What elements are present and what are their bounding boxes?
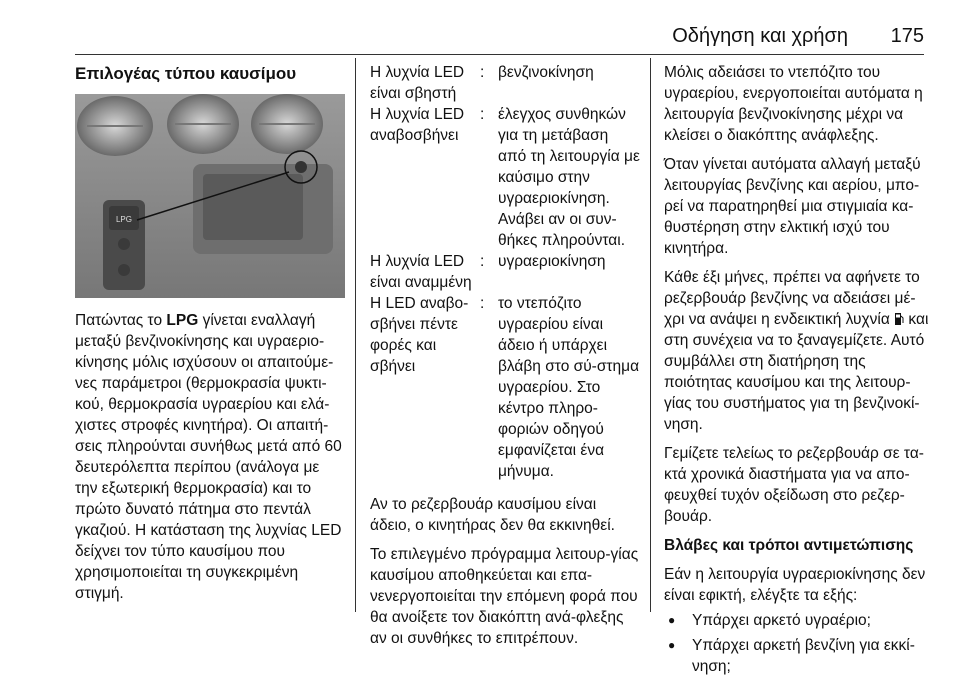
led-state: Η LED αναβο-σβήνει πέντε φορές και σβήνει [370, 295, 469, 375]
separator: : [480, 295, 485, 312]
delay-note: Όταν γίνεται αυτόματα αλλαγή μεταξύ λειτουργίας βενζίνης και αερίου, μπο-ρεί να παρατηρηθεί μια στιγμιαία κα-θυστέρηση στην ελκτική ισχύ του κινητήρα. [664, 156, 921, 257]
lpg-button-label: LPG [115, 215, 133, 224]
led-status-row [370, 104, 640, 251]
fuel-pump-icon [894, 312, 904, 326]
column-left [75, 62, 345, 612]
dashboard-photo [75, 94, 345, 298]
separator: : [480, 64, 485, 81]
refill-note: Γεμίζετε τελείως το ρεζερβουάρ σε τα-κτά χρονικά διαστήματα για να απο-φευχθεί τυχόν οξείδωση στο ρεζερ-βουάρ. [664, 445, 924, 525]
header-rule [75, 54, 924, 55]
empty-tank-note: Αν το ρεζερβουάρ καυσίμου είναι άδειο, ο κινητήρας δεν θα εκκινηθεί. [370, 496, 615, 534]
dashboard-illustration [75, 94, 345, 298]
check-list [664, 610, 930, 677]
troubleshooting-intro: Εάν η λειτουργία υγραεριοκίνησης δεν είναι εφικτή, ελέγξτε τα εξής: [664, 566, 926, 604]
led-meaning: βενζινοκίνηση [498, 64, 594, 81]
led-status-row [370, 251, 640, 293]
separator: : [480, 106, 485, 123]
led-state: Η λυχνία LED είναι αναμμένη [370, 253, 472, 291]
led-meaning: το ντεπόζιτο υγραερίου είναι άδειο ή υπάρχει βλάβη στο σύ-στημα υγραερίου. Στο κέντρο πληρο-φοριών οδηγού εμφανίζεται ένα μήνυμα. [498, 295, 640, 480]
selector-description: Πατώντας το LPG γίνεται εναλλαγή μεταξύ βενζινοκίνησης και υγραεριο-κίνησης μόλις ισχύσουν οι απαιτούμε-νες παράμετροι (θερμοκρασία ψυκτι-κού, θερμοκρασία υγραερίου και ελά-χιστες στροφές κινητήρα). Οι απαιτή-σεις πληρούνται συνήθως μετά από 60 δευτερόλεπτα περίπου (ανάλογα με την εξωτερική θερμοκρασία) και το πρώτο δυνατό πάτημα στο πεντάλ γκαζιού. Η κατάσταση της λυχνίας LED δείχνει τον τύπο καυσίμου που χρησιμοποιείται τη συγκεκριμένη στιγμή. [75, 312, 342, 602]
led-state: Η λυχνία LED είναι σβηστή [370, 64, 465, 102]
page-number: 175 [890, 25, 924, 47]
column-middle [370, 62, 640, 657]
page-title: Οδήγηση και χρήση [672, 25, 848, 47]
led-state: Η λυχνία LED αναβοσβήνει [370, 106, 465, 144]
auto-switch-note: Μόλις αδειάσει το ντεπόζιτο του υγραερίου, ενεργοποιείται αυτόματα η λειτουργία βενζινοκίνησης μέχρι να κλείσει ο διακόπτης ανάφλεξης. [664, 64, 923, 144]
column-divider [355, 58, 356, 612]
list-item: ● Υπάρχει αρκετή βενζίνη για εκκί-νηση; [664, 635, 930, 677]
troubleshooting-heading: Βλάβες και τρόποι αντιμετώπισης [664, 537, 914, 554]
program-memory-note: Το επιλεγμένο πρόγραμμα λειτουρ-γίας καυσίμου αποθηκεύεται και επα-νενεργοποιείται την επόμενη φορά που θα ανοίξετε τον διακόπτη ανά-φλεξης αν οι συνθήκες το επιτρέπουν. [370, 546, 639, 647]
led-meaning: υγραεριοκίνηση [498, 253, 606, 270]
led-status-row [370, 62, 640, 104]
page-header [0, 0, 960, 56]
list-item: ● Υπάρχει αρκετό υγραέριο; [664, 610, 930, 631]
led-meaning: έλεγχος συνθηκών για τη μετάβαση από τη λειτουργία με καύσιμο στην υγραεριοκίνηση. Ανάβει αν οι συν-θήκες πληρούνται. [498, 106, 640, 249]
section-heading: Επιλογέας τύπου καυσίμου [75, 64, 297, 83]
maintenance-note: Κάθε έξι μήνες, πρέπει να αφήνετε το ρεζερβουάρ βενζίνης να αδειάσει μέ-χρι να ανάψει η ενδεικτική λυχνία και στη συνέχεια να το ξαναγεμίζετε. Αυτό συμβάλλει στη διατήρηση της ποιότητας καυσίμου και της λειτουρ-γίας του συστήματος για τη βενζινοκί-νηση. [664, 269, 929, 433]
column-divider [650, 58, 651, 612]
separator: : [480, 253, 485, 270]
column-right [664, 62, 930, 681]
led-status-row [370, 293, 640, 482]
